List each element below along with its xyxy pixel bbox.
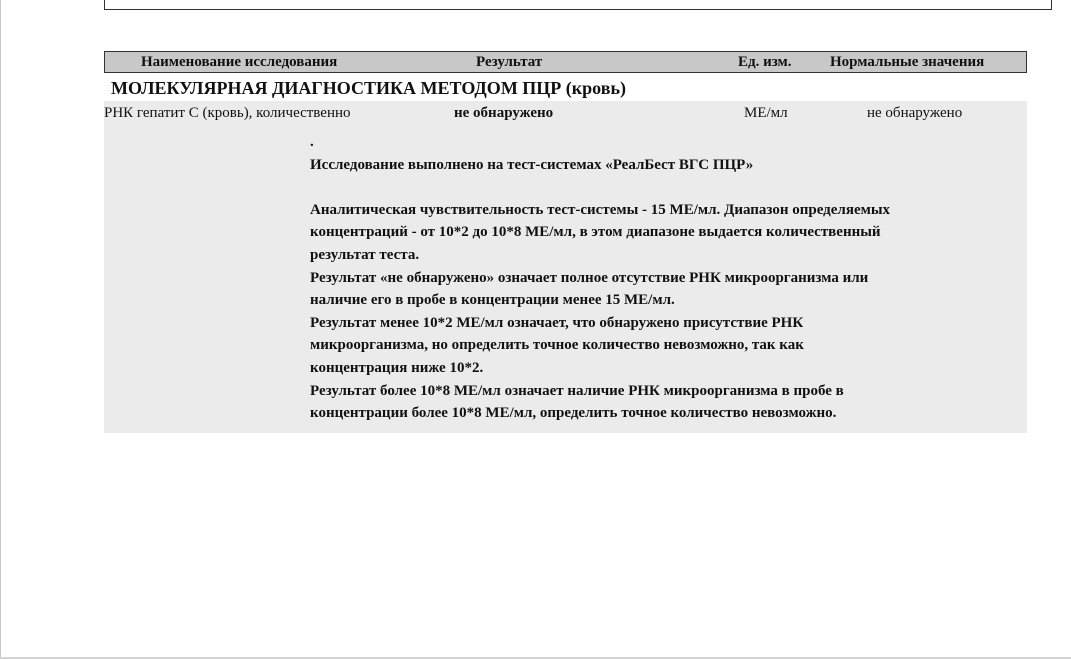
header-norm: Нормальные значения xyxy=(830,54,985,70)
comment-line: результат теста. xyxy=(310,246,420,263)
previous-section-box xyxy=(104,0,1052,10)
comment-line: концентраций - от 10*2 до 10*8 МЕ/мл, в этом диапазоне выдается количественный xyxy=(310,224,881,241)
header-unit: Ед. изм. xyxy=(738,54,792,70)
comment-dot: . xyxy=(310,134,314,150)
comment-line: Результат менее 10*2 МЕ/мл означает, что обнаружено присутствие РНК xyxy=(310,314,804,331)
test-unit: МЕ/мл xyxy=(744,105,788,121)
comment-line: концентрации более 10*8 МЕ/мл, определить точное количество невозможно. xyxy=(310,405,837,422)
comment-line: Аналитическая чувствительность тест-системы - 15 МЕ/мл. Диапазон определяемых xyxy=(310,201,891,218)
comment-line: наличие его в пробе в концентрации менее 15 МЕ/мл. xyxy=(310,292,675,309)
page-edge-left xyxy=(0,0,1,659)
comment-line: микроорганизма, но определить точное количество невозможно, так как xyxy=(310,337,804,354)
comment-line: концентрация ниже 10*2. xyxy=(310,359,484,376)
result-comment xyxy=(310,131,1022,425)
comment-method: Исследование выполнено на тест-системах «РеалБест ВГС ПЦР» xyxy=(310,156,754,173)
test-result: не обнаружено xyxy=(454,105,554,121)
section-title: МОЛЕКУЛЯРНАЯ ДИАГНОСТИКА МЕТОДОМ ПЦР (кровь) xyxy=(111,78,626,98)
comment-line: Результат «не обнаружено» означает полное отсутствие РНК микроорганизма или xyxy=(310,269,869,286)
test-norm: не обнаружено xyxy=(867,105,963,121)
comment-spacer xyxy=(310,176,1022,199)
comment-line: Результат более 10*8 МЕ/мл означает наличие РНК микроорганизма в пробе в xyxy=(310,382,844,399)
table-header xyxy=(104,51,1027,73)
header-result: Результат xyxy=(476,54,543,70)
header-name: Наименование исследования xyxy=(141,54,338,70)
table-row xyxy=(104,101,1027,433)
test-name: РНК гепатит С (кровь), количественно xyxy=(104,105,351,121)
